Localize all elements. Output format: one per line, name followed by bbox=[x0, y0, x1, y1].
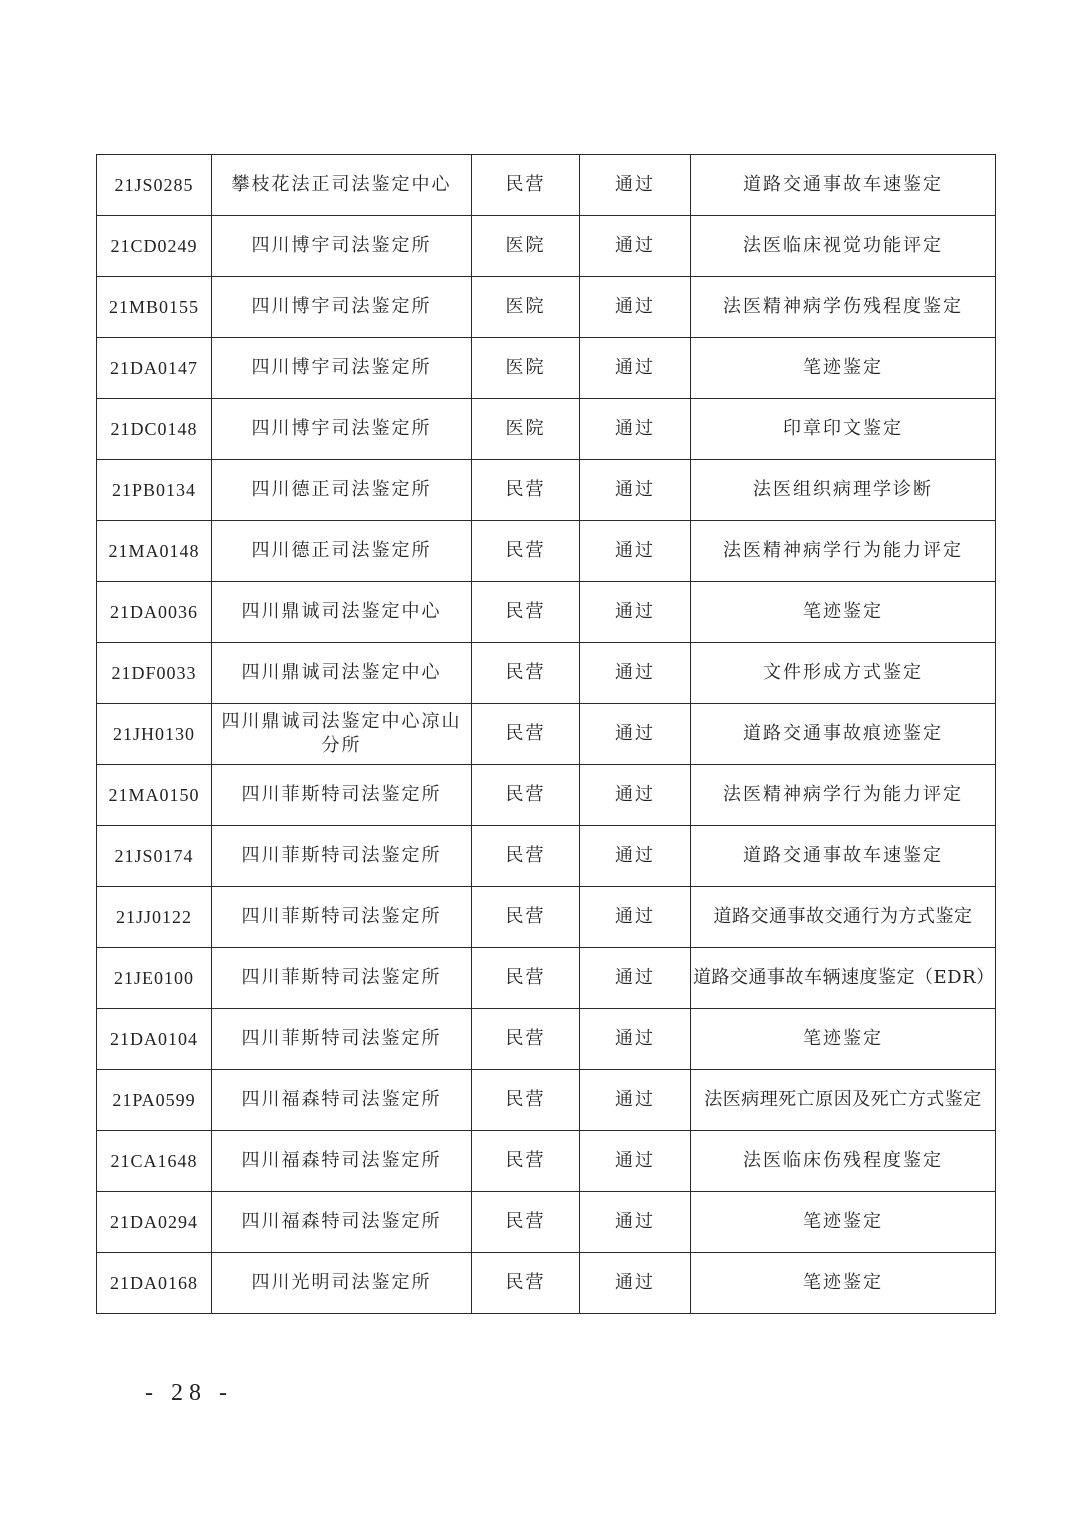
table-row bbox=[97, 338, 996, 399]
institution-cell: 四川福森特司法鉴定所 bbox=[212, 1192, 472, 1253]
table-row bbox=[97, 155, 996, 216]
code-cell: 21CA1648 bbox=[97, 1131, 212, 1192]
institution-cell: 四川福森特司法鉴定所 bbox=[212, 1070, 472, 1131]
table-row bbox=[97, 582, 996, 643]
code-cell: 21JJ0122 bbox=[97, 887, 212, 948]
item-cell: 笔迹鉴定 bbox=[691, 338, 996, 399]
result-cell: 通过 bbox=[580, 1253, 691, 1314]
type-cell: 民营 bbox=[472, 1253, 580, 1314]
type-cell: 医院 bbox=[472, 338, 580, 399]
type-cell: 民营 bbox=[472, 1009, 580, 1070]
item-cell: 道路交通事故痕迹鉴定 bbox=[691, 704, 996, 765]
institution-cell: 四川福森特司法鉴定所 bbox=[212, 1131, 472, 1192]
result-cell: 通过 bbox=[580, 1009, 691, 1070]
table-row bbox=[97, 1009, 996, 1070]
result-cell: 通过 bbox=[580, 643, 691, 704]
institution-cell: 四川鼎诚司法鉴定中心凉山分所 bbox=[212, 704, 472, 765]
table-body bbox=[97, 155, 996, 1314]
institution-cell: 攀枝花法正司法鉴定中心 bbox=[212, 155, 472, 216]
code-cell: 21JE0100 bbox=[97, 948, 212, 1009]
result-cell: 通过 bbox=[580, 338, 691, 399]
code-cell: 21MA0148 bbox=[97, 521, 212, 582]
table-row bbox=[97, 216, 996, 277]
type-cell: 医院 bbox=[472, 399, 580, 460]
result-cell: 通过 bbox=[580, 521, 691, 582]
code-cell: 21JH0130 bbox=[97, 704, 212, 765]
code-cell: 21MA0150 bbox=[97, 765, 212, 826]
result-cell: 通过 bbox=[580, 765, 691, 826]
item-cell: 法医精神病学行为能力评定 bbox=[691, 765, 996, 826]
result-cell: 通过 bbox=[580, 1131, 691, 1192]
type-cell: 民营 bbox=[472, 1192, 580, 1253]
item-cell: 法医组织病理学诊断 bbox=[691, 460, 996, 521]
institution-cell: 四川菲斯特司法鉴定所 bbox=[212, 1009, 472, 1070]
institution-cell: 四川菲斯特司法鉴定所 bbox=[212, 765, 472, 826]
institution-cell: 四川菲斯特司法鉴定所 bbox=[212, 887, 472, 948]
table-row bbox=[97, 643, 996, 704]
table-row bbox=[97, 399, 996, 460]
code-cell: 21DA0168 bbox=[97, 1253, 212, 1314]
item-cell: 道路交通事故车辆速度鉴定（EDR） bbox=[691, 948, 996, 1009]
result-cell: 通过 bbox=[580, 582, 691, 643]
institution-cell: 四川博宇司法鉴定所 bbox=[212, 338, 472, 399]
code-cell: 21DA0294 bbox=[97, 1192, 212, 1253]
code-cell: 21DA0036 bbox=[97, 582, 212, 643]
item-cell: 法医精神病学行为能力评定 bbox=[691, 521, 996, 582]
item-cell: 笔迹鉴定 bbox=[691, 1192, 996, 1253]
type-cell: 民营 bbox=[472, 1070, 580, 1131]
table-row bbox=[97, 460, 996, 521]
item-cell: 法医临床伤残程度鉴定 bbox=[691, 1131, 996, 1192]
institution-cell: 四川博宇司法鉴定所 bbox=[212, 399, 472, 460]
code-cell: 21PA0599 bbox=[97, 1070, 212, 1131]
type-cell: 民营 bbox=[472, 704, 580, 765]
code-cell: 21DF0033 bbox=[97, 643, 212, 704]
code-cell: 21JS0285 bbox=[97, 155, 212, 216]
item-cell: 道路交通事故车速鉴定 bbox=[691, 155, 996, 216]
appraisal-results-table bbox=[96, 154, 996, 1314]
code-cell: 21CD0249 bbox=[97, 216, 212, 277]
item-cell: 文件形成方式鉴定 bbox=[691, 643, 996, 704]
institution-cell: 四川博宇司法鉴定所 bbox=[212, 216, 472, 277]
type-cell: 民营 bbox=[472, 521, 580, 582]
code-cell: 21MB0155 bbox=[97, 277, 212, 338]
institution-cell: 四川德正司法鉴定所 bbox=[212, 460, 472, 521]
code-cell: 21DA0147 bbox=[97, 338, 212, 399]
code-cell: 21DC0148 bbox=[97, 399, 212, 460]
table-row bbox=[97, 826, 996, 887]
table-row bbox=[97, 948, 996, 1009]
type-cell: 民营 bbox=[472, 948, 580, 1009]
result-cell: 通过 bbox=[580, 887, 691, 948]
type-cell: 民营 bbox=[472, 1131, 580, 1192]
item-cell: 法医临床视觉功能评定 bbox=[691, 216, 996, 277]
type-cell: 民营 bbox=[472, 460, 580, 521]
table-row bbox=[97, 1192, 996, 1253]
institution-cell: 四川菲斯特司法鉴定所 bbox=[212, 948, 472, 1009]
institution-cell: 四川德正司法鉴定所 bbox=[212, 521, 472, 582]
item-cell: 道路交通事故交通行为方式鉴定 bbox=[691, 887, 996, 948]
result-cell: 通过 bbox=[580, 277, 691, 338]
table-row bbox=[97, 277, 996, 338]
type-cell: 民营 bbox=[472, 155, 580, 216]
table-row bbox=[97, 887, 996, 948]
type-cell: 民营 bbox=[472, 643, 580, 704]
institution-cell: 四川光明司法鉴定所 bbox=[212, 1253, 472, 1314]
institution-cell: 四川鼎诚司法鉴定中心 bbox=[212, 643, 472, 704]
code-cell: 21PB0134 bbox=[97, 460, 212, 521]
type-cell: 民营 bbox=[472, 582, 580, 643]
result-cell: 通过 bbox=[580, 460, 691, 521]
result-cell: 通过 bbox=[580, 155, 691, 216]
item-cell: 法医病理死亡原因及死亡方式鉴定 bbox=[691, 1070, 996, 1131]
code-cell: 21JS0174 bbox=[97, 826, 212, 887]
result-cell: 通过 bbox=[580, 948, 691, 1009]
institution-cell: 四川菲斯特司法鉴定所 bbox=[212, 826, 472, 887]
item-cell: 笔迹鉴定 bbox=[691, 582, 996, 643]
type-cell: 医院 bbox=[472, 216, 580, 277]
page-number: - 28 - bbox=[145, 1380, 233, 1406]
result-cell: 通过 bbox=[580, 399, 691, 460]
table-row bbox=[97, 765, 996, 826]
result-cell: 通过 bbox=[580, 826, 691, 887]
type-cell: 民营 bbox=[472, 826, 580, 887]
item-cell: 印章印文鉴定 bbox=[691, 399, 996, 460]
item-cell: 笔迹鉴定 bbox=[691, 1009, 996, 1070]
item-cell: 笔迹鉴定 bbox=[691, 1253, 996, 1314]
institution-cell: 四川博宇司法鉴定所 bbox=[212, 277, 472, 338]
item-cell: 道路交通事故车速鉴定 bbox=[691, 826, 996, 887]
institution-cell: 四川鼎诚司法鉴定中心 bbox=[212, 582, 472, 643]
type-cell: 医院 bbox=[472, 277, 580, 338]
result-cell: 通过 bbox=[580, 1192, 691, 1253]
result-cell: 通过 bbox=[580, 1070, 691, 1131]
item-cell: 法医精神病学伤残程度鉴定 bbox=[691, 277, 996, 338]
code-cell: 21DA0104 bbox=[97, 1009, 212, 1070]
table-row bbox=[97, 1253, 996, 1314]
result-cell: 通过 bbox=[580, 216, 691, 277]
table-row bbox=[97, 521, 996, 582]
type-cell: 民营 bbox=[472, 765, 580, 826]
table-row bbox=[97, 1131, 996, 1192]
table-row bbox=[97, 704, 996, 765]
table-row bbox=[97, 1070, 996, 1131]
type-cell: 民营 bbox=[472, 887, 580, 948]
result-cell: 通过 bbox=[580, 704, 691, 765]
